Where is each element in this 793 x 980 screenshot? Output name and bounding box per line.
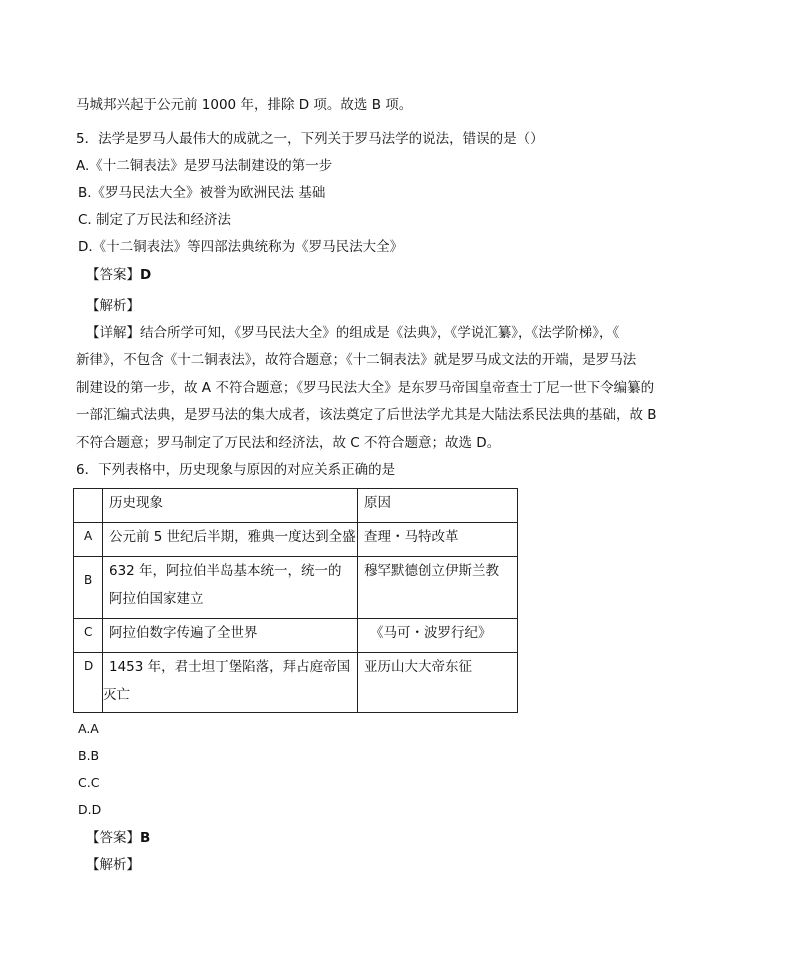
- phenomenon-text: 1453 年，君士坦丁堡陷落，拜占庭帝国: [109, 659, 351, 675]
- answer-value: D: [140, 267, 152, 283]
- phenomenon-text: 阿拉伯国家建立: [109, 591, 204, 607]
- q5-stem: 5．法学是罗马人最伟大的成就之一，下列关于罗马法学的说法，错误的是（）: [76, 131, 544, 147]
- row-label: A: [74, 523, 103, 557]
- phenomenon-cell: [103, 557, 358, 619]
- row-label: B: [74, 557, 103, 619]
- q6-answer: [86, 828, 150, 848]
- q5-option-d: D.《十二铜表法》等四部法典统称为《罗马民法大全》: [78, 239, 404, 255]
- q5-analysis-tag: 【解析】: [86, 298, 140, 314]
- cause-cell: 查理・马特改革: [358, 523, 518, 557]
- q6-option-a: A.A: [78, 721, 99, 736]
- q6-option-d: D.D: [78, 802, 102, 817]
- table-row: [74, 523, 518, 557]
- answer-value: B: [140, 830, 151, 846]
- phenomenon-cell: [103, 653, 358, 713]
- q5-detail-line-3: 制建设的第一步，故 A 不符合题意；《罗马民法大全》是东罗马帝国皇帝查士丁尼一世下令编纂的: [76, 380, 655, 396]
- answer-tag: 【答案】: [86, 267, 140, 283]
- q5-option-c: C. 制定了万民法和经济法: [78, 212, 232, 228]
- phenomenon-cell: [103, 619, 358, 653]
- cause-cell: 亚历山大大帝东征: [358, 653, 518, 713]
- q6-stem: 6．下列表格中，历史现象与原因的对应关系正确的是: [76, 462, 396, 478]
- phenomenon-text: 灭亡: [103, 687, 130, 703]
- answer-tag: 【答案】: [86, 830, 140, 846]
- header-cell-cause: 原因: [358, 489, 518, 523]
- q6-analysis-tag: 【解析】: [86, 857, 140, 873]
- row-label: D: [74, 653, 103, 713]
- phenomenon-cell: [103, 523, 358, 557]
- q5-option-b: B.《罗马民法大全》被誉为欧洲民法 基础: [78, 185, 326, 201]
- q5-answer: [86, 265, 151, 285]
- header-cell-phenomenon: 历史现象: [103, 489, 358, 523]
- q6-option-b: B.B: [78, 748, 100, 763]
- phenomenon-text: 阿拉伯数字传遍了全世界: [109, 625, 258, 641]
- phenomenon-text: 632 年，阿拉伯半岛基本统一，统一的: [109, 563, 342, 579]
- cause-cell: 穆罕默德创立伊斯兰教: [358, 557, 518, 619]
- table-row: [74, 619, 518, 653]
- q5-detail-line-2: 新律》，不包含《十二铜表法》，故符合题意；《十二铜表法》就是罗马成文法的开端，是罗马法: [76, 352, 637, 368]
- table-row: [74, 653, 518, 713]
- q6-option-c: C.C: [78, 775, 100, 790]
- table-header-row: [74, 489, 518, 523]
- phenomenon-text: 公元前 5 世纪后半期，雅典一度达到全盛: [109, 529, 356, 545]
- prev-answer-tail: 马城邦兴起于公元前 1000 年，排除 D 项。故选 B 项。: [76, 97, 413, 113]
- q6-table: [73, 488, 518, 713]
- q5-detail-line-4: 一部汇编式法典，是罗马法的集大成者，该法奠定了后世法学尤其是大陆法系民法典的基础，故 B: [76, 407, 657, 423]
- row-label: C: [74, 619, 103, 653]
- q5-detail-line-5: 不符合题意；罗马制定了万民法和经济法，故 C 不符合题意；故选 D。: [76, 435, 501, 451]
- q5-option-a: A.《十二铜表法》是罗马法制建设的第一步: [76, 158, 333, 174]
- cause-cell: 《马可・波罗行纪》: [358, 619, 518, 653]
- q5-detail-line-1: 【详解】结合所学可知，《罗马民法大全》的组成是《法典》，《学说汇纂》，《法学阶梯》，《: [86, 325, 620, 341]
- table-row: [74, 557, 518, 619]
- header-cell-empty: [74, 489, 103, 523]
